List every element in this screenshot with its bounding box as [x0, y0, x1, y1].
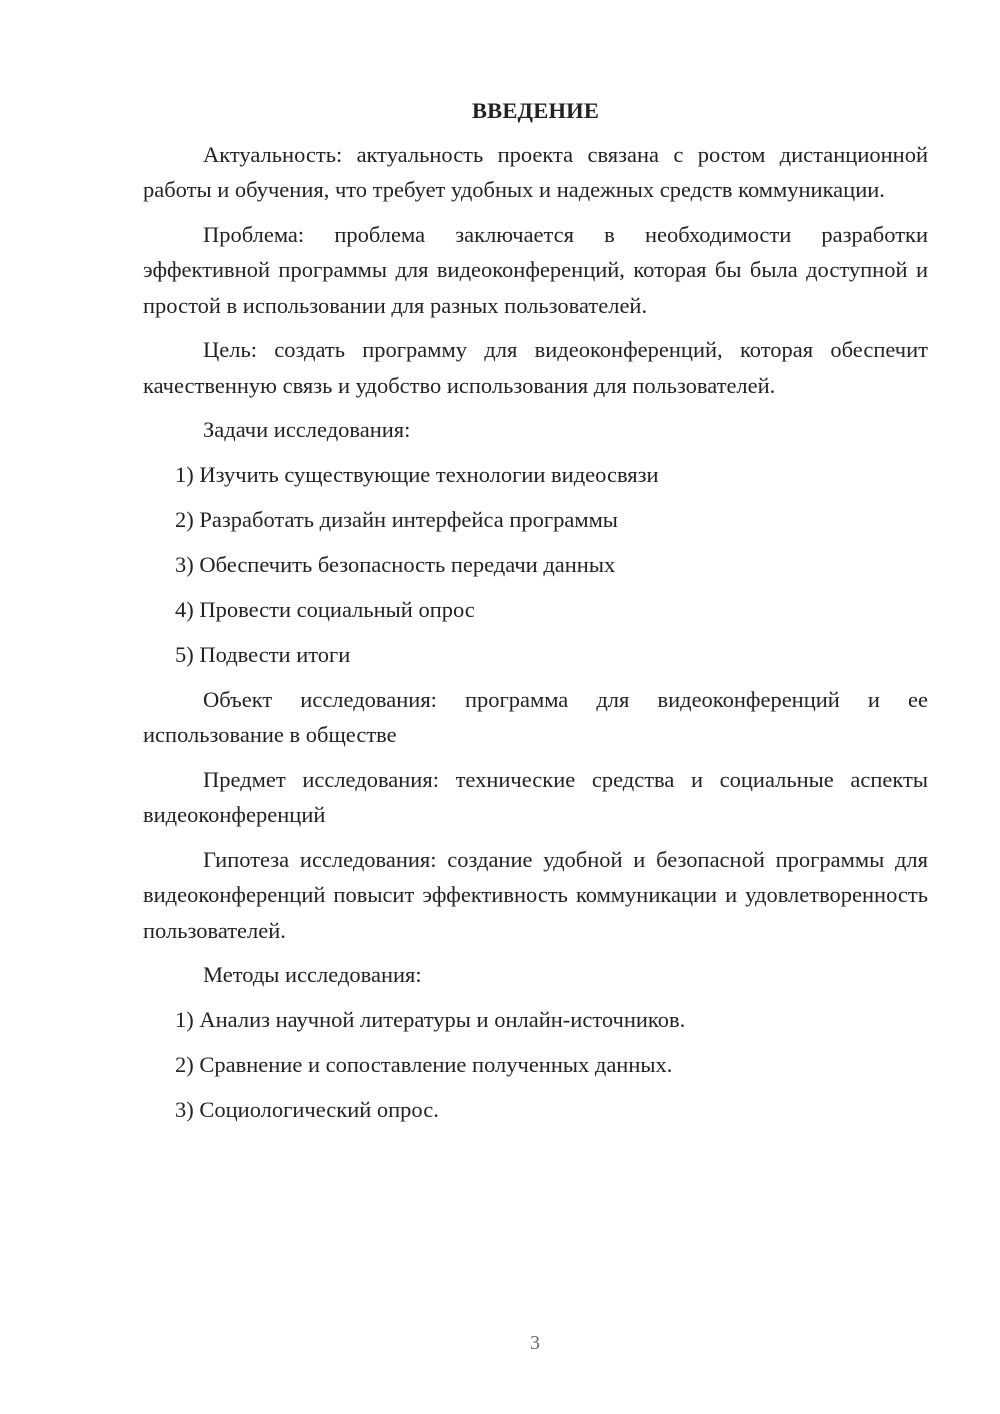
task-item: 1) Изучить существующие технологии видеосвязи	[175, 461, 659, 487]
section-heading: ВВЕДЕНИЕ	[471, 98, 600, 123]
tasks-list	[143, 457, 928, 673]
relevance-paragraph: Актуальность: актуальность проекта связана с ростом дистанционной работы и обучения, что требует удобных и надежных средств коммуникации.	[143, 141, 928, 202]
task-item: 2) Разработать дизайн интерфейса программы	[175, 506, 618, 532]
task-item: 3) Обеспечить безопасность передачи данных	[175, 551, 616, 577]
subject-paragraph: Предмет исследования: технические средства и социальные аспекты видеоконференций	[143, 766, 928, 828]
goal-paragraph: Цель: создать программу для видеоконференций, которая обеспечит качественную связь и удобство использования для пользователей.	[143, 337, 928, 398]
problem-paragraph: Проблема: проблема заключается в необходимости разработки эффективной программы для видеоконференций, которая бы была доступной и простой в использовании для разных пользователей.	[143, 221, 928, 318]
hypothesis-paragraph: Гипотеза исследования: создание удобной и безопасной программы для видеоконференций повысит эффективность коммуникации и удовлетворенность пользователей.	[143, 846, 928, 943]
method-item: 1) Анализ научной литературы и онлайн-источников.	[175, 1006, 686, 1032]
tasks-label: Задачи исследования:	[203, 417, 411, 442]
methods-label: Методы исследования:	[203, 962, 422, 988]
task-item: 5) Подвести итоги	[175, 641, 351, 667]
method-item: 3) Социологический опрос.	[175, 1097, 439, 1123]
object-paragraph: Объект исследования: программа для видеоконференций и ее использование в обществе	[143, 686, 928, 748]
method-item: 2) Сравнение и сопоставление полученных данных.	[175, 1052, 673, 1078]
task-item: 4) Провести социальный опрос	[175, 596, 475, 622]
methods-list	[143, 1002, 928, 1128]
document-body	[143, 93, 928, 1137]
page-number: 3	[530, 1332, 540, 1354]
